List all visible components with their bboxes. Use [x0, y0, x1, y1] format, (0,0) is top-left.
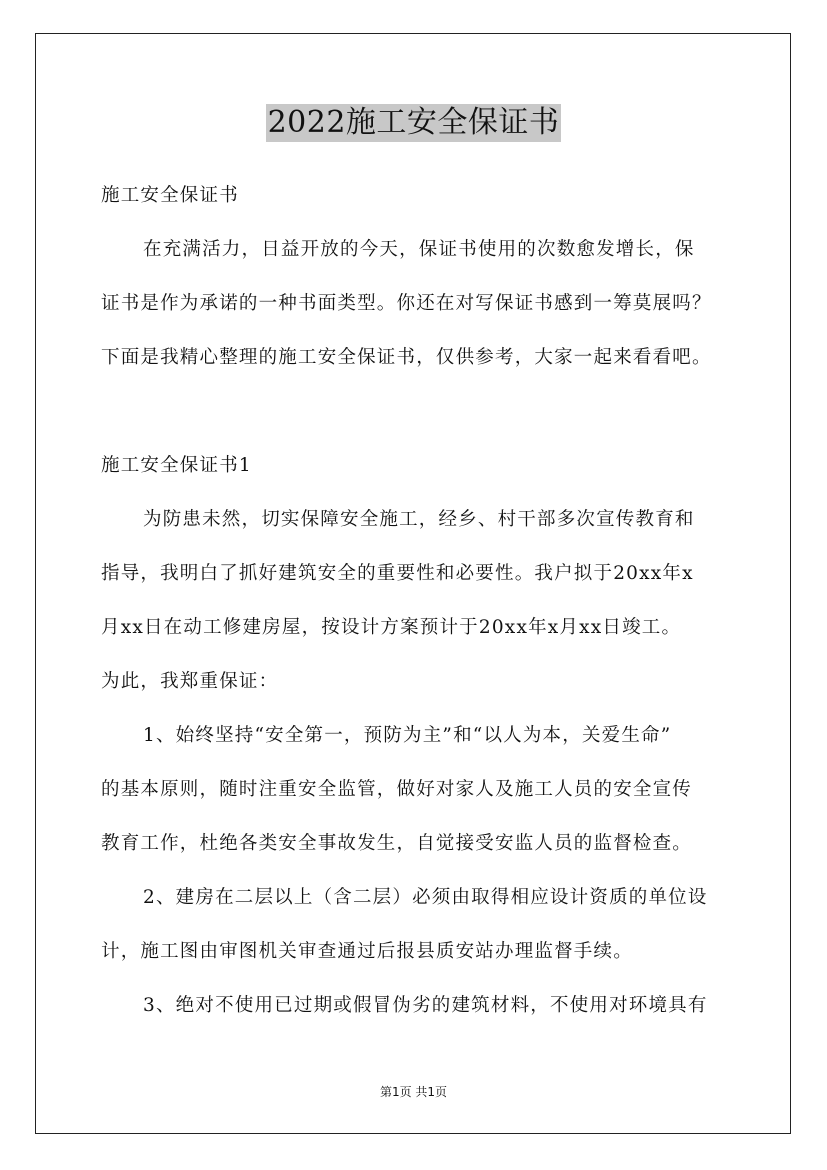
body-line-8: 2、建房在二层以上（含二层）必须由取得相应设计资质的单位设	[143, 887, 708, 908]
body-line-10: 3、绝对不使用已过期或假冒伪劣的建筑材料，不使用对环境具有	[143, 995, 708, 1016]
section-title: 施工安全保证书1	[101, 455, 252, 476]
body-line-6: 的基本原则，随时注重安全监管，做好对家人及施工人员的安全宣传	[101, 779, 693, 800]
intro-line-3: 下面是我精心整理的施工安全保证书，仅供参考，大家一起来看看吧。	[101, 347, 712, 368]
body-line-2: 指导，我明白了抓好建筑安全的重要性和必要性。我户拟于20xx年x	[101, 563, 694, 584]
title-wrap	[0, 104, 827, 142]
body-line-1: 为防患未然，切实保障安全施工，经乡、村干部多次宣传教育和	[143, 509, 695, 530]
body-line-4: 为此，我郑重保证：	[101, 671, 279, 692]
body-line-7: 教育工作，杜绝各类安全事故发生，自觉接受安监人员的监督检查。	[101, 833, 693, 854]
document-heading: 施工安全保证书	[101, 185, 239, 206]
document-title: 2022施工安全保证书	[267, 105, 560, 140]
intro-line-2: 证书是作为承诺的一种书面类型。你还在对写保证书感到一筹莫展吗？	[101, 293, 712, 314]
intro-line-1: 在充满活力，日益开放的今天，保证书使用的次数愈发增长，保	[143, 239, 695, 260]
body-line-5: 1、始终坚持“安全第一，预防为主”和“以人为本，关爱生命”	[143, 725, 672, 746]
page-footer: 第1页 共1页	[379, 1085, 448, 1099]
body-line-9: 计，施工图由审图机关审查通过后报县质安站办理监督手续。	[101, 941, 633, 962]
body-line-3: 月xx日在动工修建房屋，按设计方案预计于20xx年x月xx日竣工。	[101, 617, 682, 638]
